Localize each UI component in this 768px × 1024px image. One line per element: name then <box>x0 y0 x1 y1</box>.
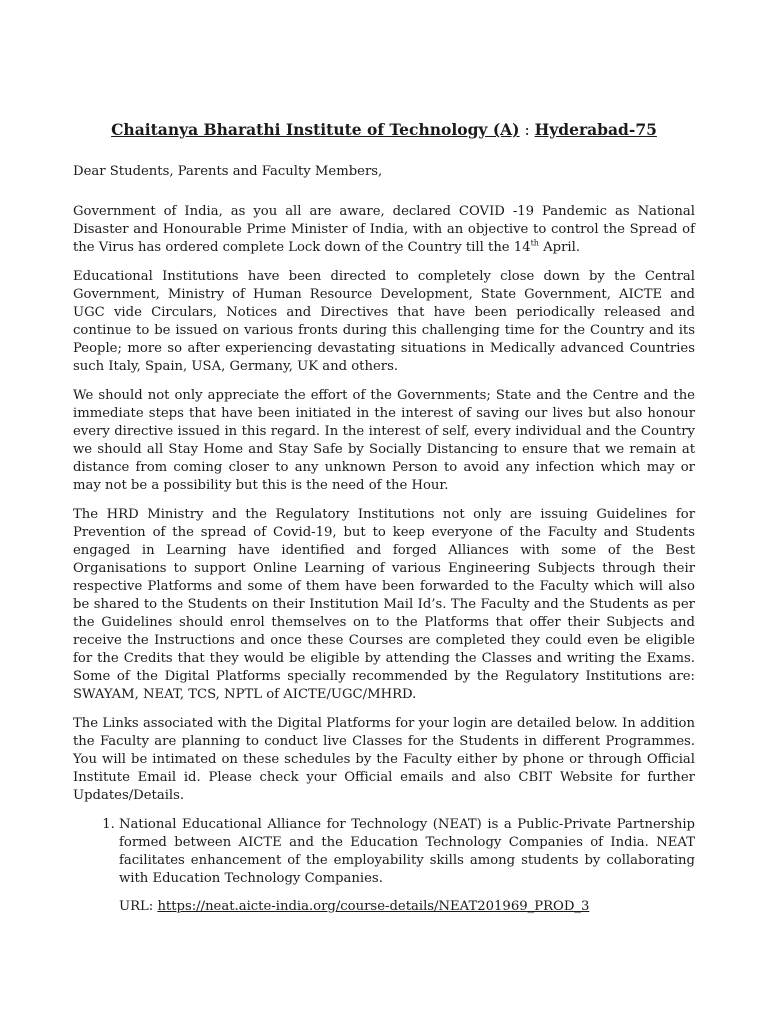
document-title <box>72 120 696 140</box>
paragraph-links: The Links associated with the Digital Platforms for your login are detailed below. In addition the Faculty are planning to conduct live Classes for the Students in different Programmes. You will be intimated on these schedules by the Faculty either by phone or through Official Institute Email id. Please check your Official emails and also CBIT Website for further Updates/Details. <box>73 716 695 803</box>
title-institute: Chaitanya Bharathi Institute of Technology (A) <box>111 120 520 139</box>
list-item <box>119 816 695 916</box>
paragraph-lockdown <box>73 203 695 257</box>
url-line <box>119 898 695 916</box>
list-item-text: 1. National Educational Alliance for Technology (NEAT) is a Public-Private Partnership formed between AICTE and the Education Technology Companies of India. NEAT facilitates enhancement of the employability skills among students by collaborating with Education Technology Companies. <box>119 817 695 886</box>
title-separator: : <box>519 121 535 139</box>
title-city: Hyderabad-75 <box>534 120 657 139</box>
paragraph-lockdown-end: April. <box>538 240 581 255</box>
paragraph-lockdown-text: Government of India, as you all are aware, declared COVID -19 Pandemic as National Disaster and Honourable Prime Minister of India, with an objective to control the Spread of the Virus has ordered complete Lock down of the Country till the 14 <box>73 204 695 255</box>
greeting: Dear Students, Parents and Faculty Members, <box>73 164 383 179</box>
url-label: URL: <box>119 899 158 914</box>
letter-body <box>73 163 695 926</box>
paragraph-appreciation: We should not only appreciate the effort of the Governments; State and the Centre and the immediate steps that have been initiated in the interest of saving our lives but also honour every directive issued in this regard. In the interest of self, every individual and the Country we should all Stay Home and Stay Safe by Socially Distancing to ensure that we remain at distance from coming closer to any unknown Person to avoid any infection which may or may not be a possibility but this is the need of the Hour. <box>73 388 695 493</box>
platform-list <box>73 816 695 916</box>
paragraph-hrd-ministry: The HRD Ministry and the Regulatory Institutions not only are issuing Guidelines for Prevention of the spread of Covid-19, but to keep everyone of the Faculty and Students engaged in Learning have identified and forged Alliances with some of the Best Organisations to support Online Learning of various Engineering Subjects through their respective Platforms and some of them have been forwarded to the Faculty which will also be shared to the Students on their Institution Mail Id’s. The Faculty and the Students as per the Guidelines should enrol themselves on to the Platforms that offer their Subjects and receive the Instructions and once these Courses are completed they could even be eligible for the Credits that they would be eligible by attending the Classes and writing the Exams. Some of the Digital Platforms specially recommended by the Regulatory Institutions are: SWAYAM, NEAT, TCS, NPTL of AICTE/UGC/MHRD. <box>73 507 695 702</box>
ordinal-suffix: th <box>530 238 539 248</box>
neat-url-link[interactable]: https://neat.aicte-india.org/course-details/NEAT201969_PROD_3 <box>157 899 590 914</box>
paragraph-institutions: Educational Institutions have been directed to completely close down by the Central Government, Ministry of Human Resource Development, State Government, AICTE and UGC vide Circulars, Notices and Directives that have been periodically released and continue to be issued on various fronts during this challenging time for the Country and its People; more so after experiencing devastating situations in Medically advanced Countries such Italy, Spain, USA, Germany, UK and others. <box>73 269 695 374</box>
